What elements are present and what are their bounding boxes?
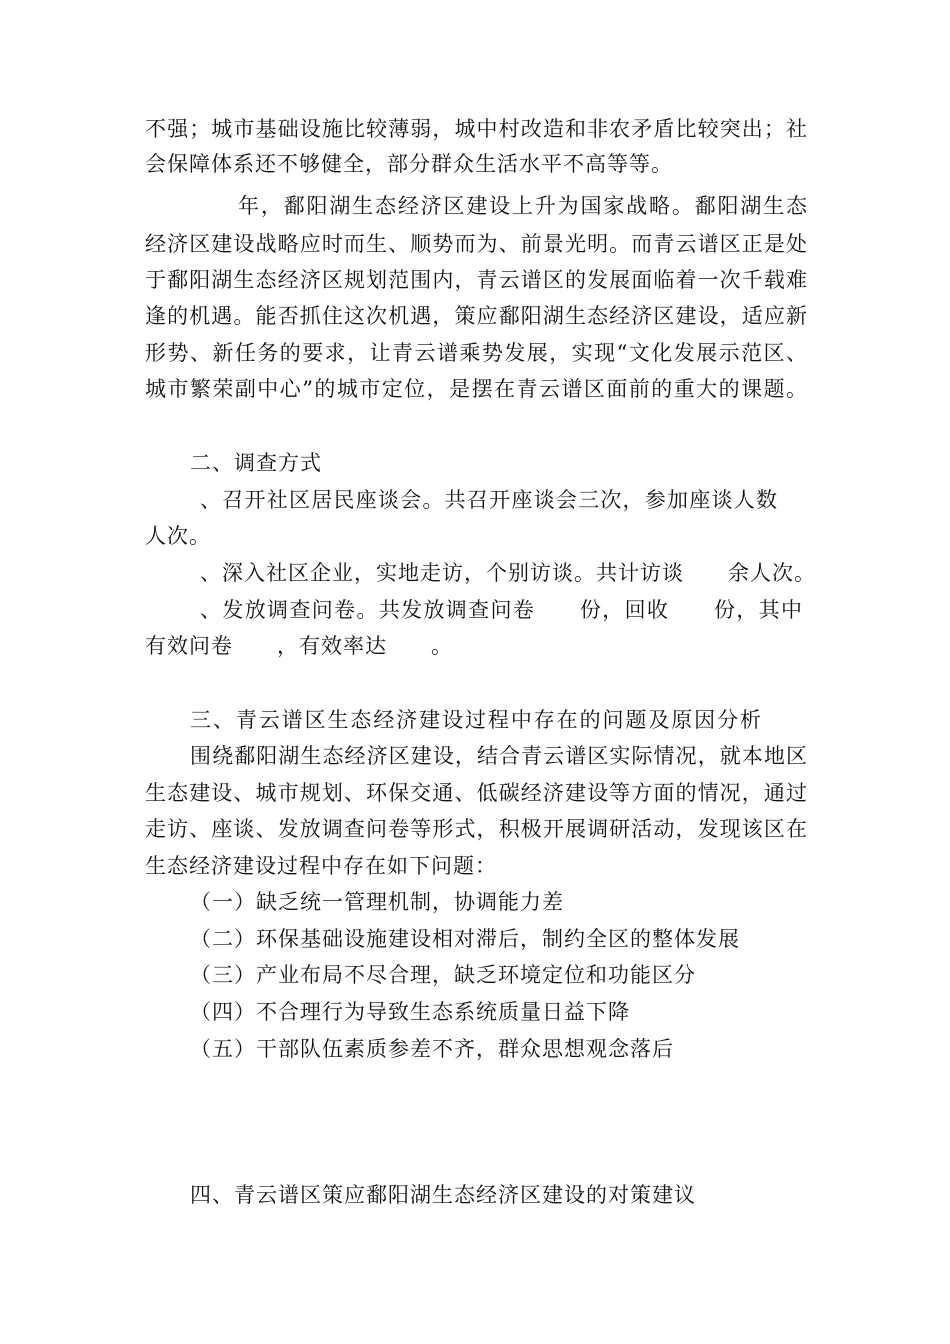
- list-item: （五）干部队伍素质参差不齐，群众思想观念落后: [190, 1037, 674, 1061]
- paragraph-line: 、召开社区居民座谈会。共召开座谈会三次，参加座谈人数: [200, 488, 778, 512]
- section-heading: 二、调查方式: [190, 451, 322, 475]
- section-heading: 三、青云谱区生态经济建设过程中存在的问题及原因分析: [190, 708, 762, 732]
- paragraph-line: 、深入社区企业，实地走访，个别访谈。共计访谈 余人次。: [200, 561, 816, 585]
- paragraph-line: 年，鄱阳湖生态经济区建设上升为国家战略。鄱阳湖生态: [238, 194, 808, 218]
- paragraph-line: 经济区建设战略应时而生、顺势而为、前景光明。而青云谱区正是处: [145, 232, 808, 256]
- paragraph-line: 有效问卷 ，有效率达 。: [145, 634, 453, 658]
- paragraph-line: 形势、新任务的要求，让青云谱乘势发展，实现“文化发展示范区、: [145, 341, 808, 365]
- paragraph-line: 人次。: [145, 524, 211, 548]
- paragraph-line: 生态经济建设过程中存在如下问题：: [145, 854, 497, 878]
- paragraph-line: 、发放调查问卷。共发放调查问卷 份，回收 份，其中: [200, 598, 803, 622]
- list-item: （二）环保基础设施建设相对滞后，制约全区的整体发展: [190, 927, 740, 951]
- list-item: （一）缺乏统一管理机制，协调能力差: [190, 890, 564, 914]
- paragraph-line: 城市繁荣副中心”的城市定位，是摆在青云谱区面前的重大的课题。: [145, 377, 808, 401]
- list-item: （四）不合理行为导致生态系统质量日益下降: [190, 1000, 630, 1024]
- paragraph-line: 围绕鄱阳湖生态经济区建设，结合青云谱区实际情况，就本地区: [190, 744, 808, 768]
- section-heading: 四、青云谱区策应鄱阳湖生态经济区建设的对策建议: [190, 1183, 696, 1207]
- paragraph-line: 不强；城市基础设施比较薄弱，城中村改造和非农矛盾比较突出；社: [145, 117, 808, 141]
- paragraph-line: 逢的机遇。能否抓住这次机遇，策应鄱阳湖生态经济区建设，适应新: [145, 304, 808, 328]
- paragraph-line: 走访、座谈、发放调查问卷等形式，积极开展调研活动，发现该区在: [145, 817, 808, 841]
- list-item: （三）产业布局不尽合理，缺乏环境定位和功能区分: [190, 963, 696, 987]
- paragraph-line: 于鄱阳湖生态经济区规划范围内，青云谱区的发展面临着一次千载难: [145, 268, 808, 292]
- paragraph-line: 会保障体系还不够健全，部分群众生活水平不高等等。: [145, 152, 673, 176]
- paragraph-line: 生态建设、城市规划、环保交通、低碳经济建设等方面的情况，通过: [145, 781, 808, 805]
